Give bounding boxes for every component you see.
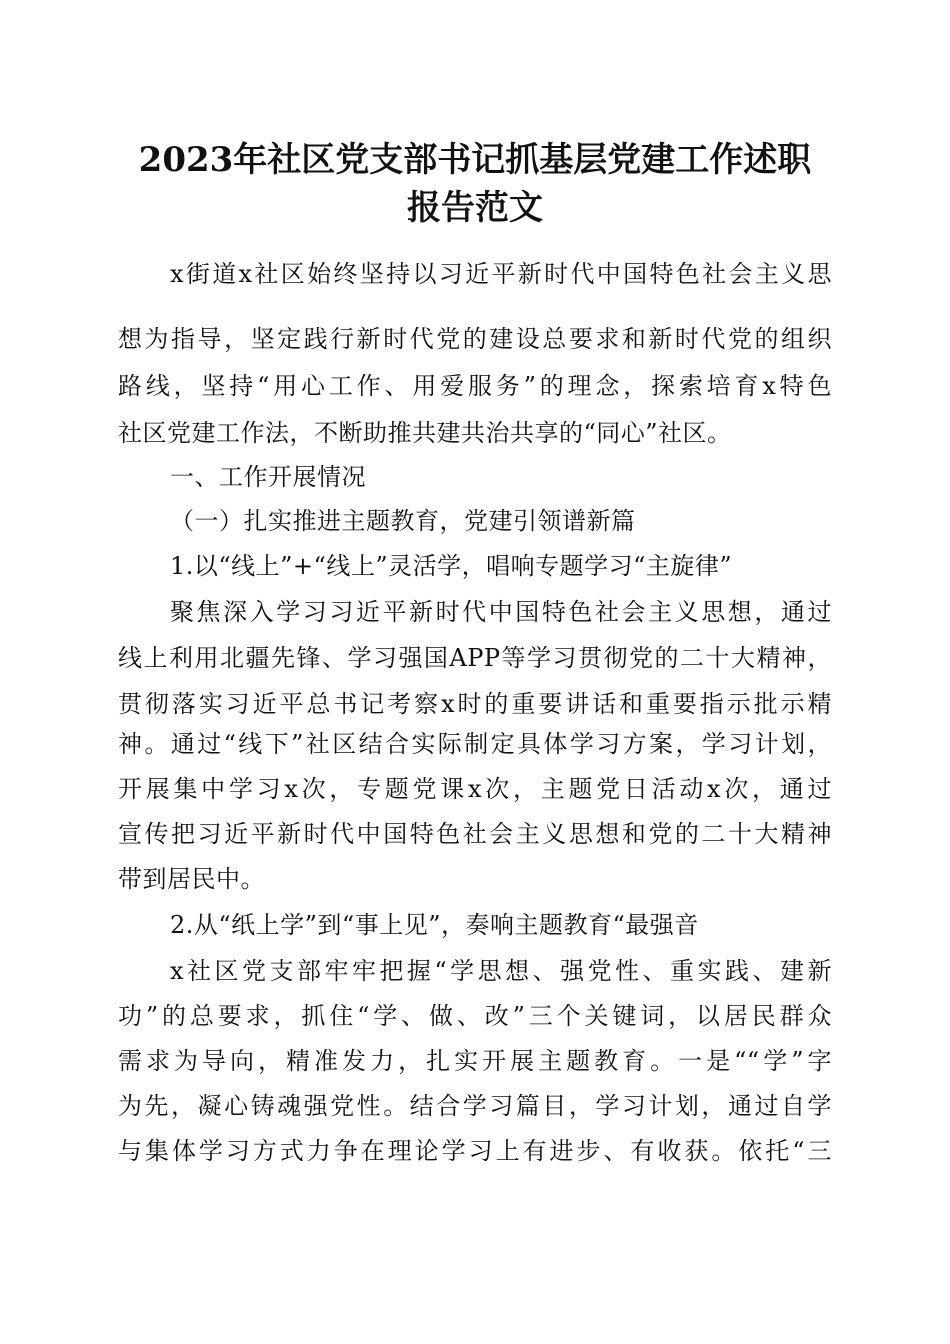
paragraph-line: 社区党建工作法，不断助推共建共治共享的“同心”社区。 xyxy=(118,419,732,447)
paragraph-line: 神。通过“线下”社区结合实际制定具体学习方案，学习计划， xyxy=(118,730,832,758)
paragraph-line: 想为指导，坚定践行新时代党的建设总要求和新时代党的组织 xyxy=(118,325,832,353)
paragraph-line: 需求为导向，精准发力，扎实开展主题教育。一是““学”字 xyxy=(118,1047,832,1075)
paragraph-line: 为先，凝心铸魂强党性。结合学习篇目，学习计划，通过自学 xyxy=(118,1092,832,1120)
paragraph-line: 宣传把习近平新时代中国特色社会主义思想和党的二十大精神 xyxy=(118,820,832,848)
paragraph-line: 与集体学习方式力争在理论学习上有进步、有收获。依托“三 xyxy=(118,1137,832,1165)
item-heading: 2.从“纸上学”到“事上见”，奏响主题教育“最强音 xyxy=(170,911,699,939)
section-heading: 一、工作开展情况 xyxy=(170,463,366,491)
paragraph-line: 路线，坚持“用心工作、用爱服务”的理念，探索培育x特色 xyxy=(118,372,832,400)
paragraph-line: 聚焦深入学习习近平新时代中国特色社会主义思想，通过 xyxy=(170,598,832,626)
document-title-line-2: 报告范文 xyxy=(407,188,543,228)
document-title-line-1: 2023年社区党支部书记抓基层党建工作述职 xyxy=(138,140,812,180)
subsection-heading: （一）扎实推进主题教育，党建引领谱新篇 xyxy=(170,507,636,535)
paragraph-line: 贯彻落实习近平总书记考察x时的重要讲话和重要指示批示精 xyxy=(118,690,832,718)
paragraph-line: x社区党支部牢牢把握“学思想、强党性、重实践、建新 xyxy=(170,957,832,985)
paragraph-line: x街道x社区始终坚持以习近平新时代中国特色社会主义思 xyxy=(170,260,832,288)
paragraph-line: 开展集中学习x次，专题党课x次，主题党日活动x次，通过 xyxy=(118,775,832,803)
paragraph-line: 功”的总要求，抓住“学、做、改”三个关键词，以居民群众 xyxy=(118,1002,832,1030)
paragraph-line: 线上利用北疆先锋、学习强国APP等学习贯彻党的二十大精神， xyxy=(118,644,832,672)
item-heading: 1.以“线上”+“线上”灵活学，唱响专题学习“主旋律” xyxy=(170,552,733,580)
paragraph-line: 带到居民中。 xyxy=(118,865,265,893)
